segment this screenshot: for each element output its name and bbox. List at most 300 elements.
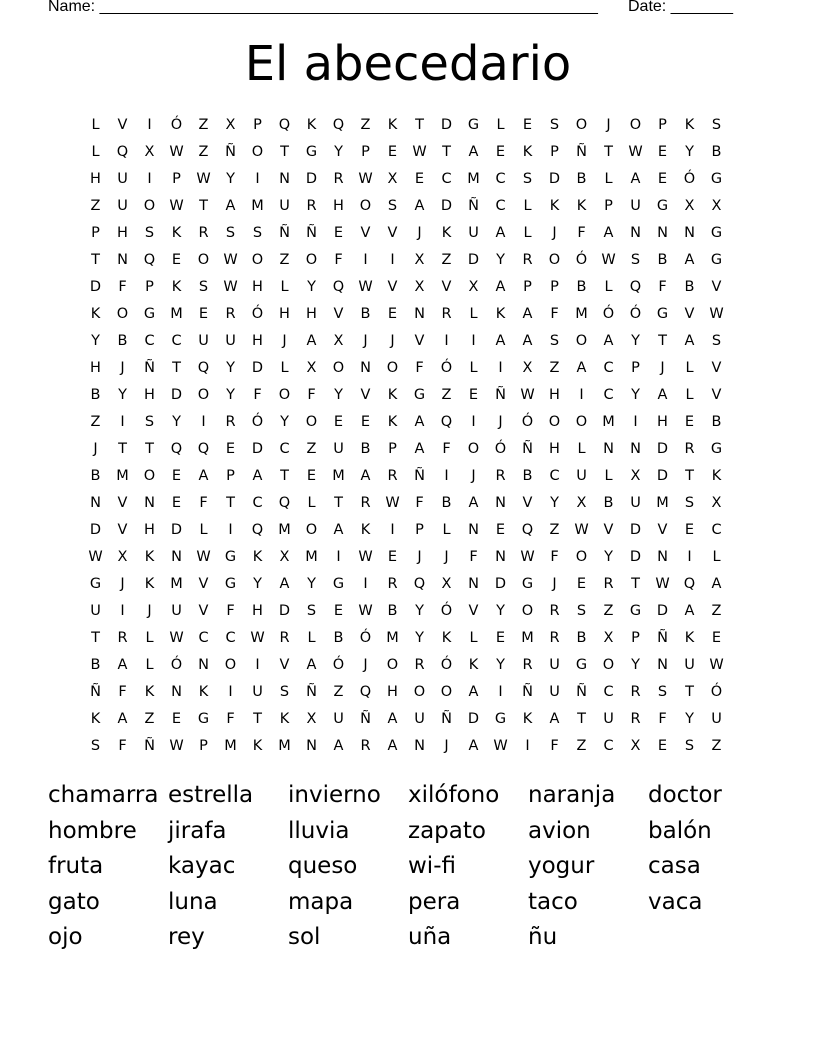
word-bank-item: pera (408, 888, 461, 915)
grid-letter: Q (278, 117, 291, 133)
grid-letter: S (657, 684, 668, 700)
grid-letter: I (444, 333, 449, 349)
grid-letter: T (334, 495, 343, 511)
grid-letter: W (358, 603, 373, 619)
grid-letter: R (387, 468, 398, 484)
grid-row (82, 706, 730, 733)
grid-letter: Y (226, 171, 235, 187)
grid-letter: T (415, 117, 424, 133)
grid-letter: V (117, 522, 128, 538)
grid-letter: Ó (332, 657, 345, 673)
grid-letter: R (522, 657, 533, 673)
grid-letter: A (333, 522, 344, 538)
grid-letter: O (251, 144, 264, 160)
grid-letter: S (684, 495, 695, 511)
grid-letter: B (522, 468, 533, 484)
grid-letter: E (333, 603, 344, 619)
grid-letter: D (548, 171, 561, 187)
grid-row (82, 544, 730, 571)
grid-letter: S (306, 603, 317, 619)
grid-letter: Z (279, 252, 290, 268)
grid-letter: O (143, 198, 156, 214)
grid-letter: L (604, 279, 613, 295)
grid-letter: E (495, 630, 506, 646)
word-bank-item: doctor (648, 782, 722, 808)
grid-letter: Ñ (144, 360, 155, 376)
grid-letter: K (441, 630, 452, 646)
grid-letter: U (117, 171, 128, 187)
grid-letter: J (120, 576, 125, 592)
grid-letter: X (387, 171, 398, 187)
grid-letter: X (414, 279, 425, 295)
grid-letter: D (278, 603, 291, 619)
word-bank-item: zapato (408, 817, 486, 844)
grid-letter: O (305, 252, 318, 268)
grid-letter: H (306, 306, 317, 322)
grid-letter: Y (307, 576, 316, 592)
grid-letter: K (279, 711, 290, 727)
grid-letter: I (471, 414, 476, 430)
grid-letter: Ñ (441, 711, 452, 727)
word-bank-item: gato (48, 888, 100, 915)
grid-letter: W (223, 252, 238, 268)
grid-letter: K (144, 549, 155, 565)
grid-letter: N (279, 171, 290, 187)
grid-letter: Ñ (468, 198, 479, 214)
grid-letter: J (417, 225, 422, 241)
grid-letter: P (658, 117, 667, 133)
grid-letter: X (441, 576, 452, 592)
grid-letter: U (468, 225, 479, 241)
grid-letter: Ñ (360, 711, 371, 727)
grid-letter: B (576, 279, 587, 295)
grid-letter: I (390, 252, 395, 268)
grid-letter: L (523, 198, 532, 214)
grid-letter: P (631, 630, 640, 646)
grid-letter: I (687, 549, 692, 565)
grid-letter: H (549, 441, 560, 457)
grid-letter: O (413, 684, 426, 700)
grid-letter: B (360, 306, 371, 322)
grid-letter: M (602, 414, 615, 430)
grid-letter: U (117, 198, 128, 214)
grid-letter: R (684, 441, 695, 457)
grid-letter: X (711, 495, 722, 511)
grid-letter: J (282, 333, 287, 349)
grid-letter: L (712, 549, 721, 565)
grid-letter: A (279, 576, 290, 592)
grid-letter: L (469, 360, 478, 376)
grid-row (82, 463, 730, 490)
grid-letter: Y (496, 252, 505, 268)
grid-letter: O (575, 549, 588, 565)
grid-letter: C (495, 198, 506, 214)
grid-letter: R (360, 738, 371, 754)
grid-letter: J (471, 468, 476, 484)
grid-letter: X (306, 360, 317, 376)
grid-letter: A (495, 333, 506, 349)
grid-letter: B (603, 495, 614, 511)
grid-letter: L (442, 522, 451, 538)
grid-letter: H (252, 279, 263, 295)
grid-letter: I (498, 360, 503, 376)
grid-letter: N (468, 522, 479, 538)
grid-letter: C (144, 333, 155, 349)
grid-letter: J (660, 360, 665, 376)
grid-letter: Y (415, 603, 424, 619)
grid-letter: J (417, 549, 422, 565)
word-bank-item: hombre (48, 817, 137, 844)
grid-letter: Ñ (279, 225, 290, 241)
grid-letter: R (441, 306, 452, 322)
grid-letter: U (225, 333, 236, 349)
grid-letter: B (117, 333, 128, 349)
grid-letter: X (279, 549, 290, 565)
grid-letter: Y (496, 657, 505, 673)
grid-letter: B (90, 468, 101, 484)
grid-letter: G (305, 144, 318, 160)
grid-letter: Ó (440, 657, 453, 673)
grid-letter: Q (116, 144, 129, 160)
grid-letter: H (387, 684, 398, 700)
grid-letter: U (684, 657, 695, 673)
grid-letter: M (656, 495, 669, 511)
grid-row (82, 598, 730, 625)
grid-letter: D (656, 603, 669, 619)
grid-letter: K (711, 468, 722, 484)
grid-letter: H (90, 171, 101, 187)
grid-letter: G (494, 711, 507, 727)
grid-letter: A (495, 225, 506, 241)
grid-letter: U (171, 603, 182, 619)
grid-letter: K (90, 711, 101, 727)
grid-letter: J (552, 576, 557, 592)
grid-letter: H (252, 333, 263, 349)
grid-letter: Ñ (306, 684, 317, 700)
grid-letter: X (468, 279, 479, 295)
grid-letter: R (549, 603, 560, 619)
grid-letter: V (333, 306, 344, 322)
grid-letter: N (171, 549, 182, 565)
grid-letter: T (145, 441, 154, 457)
grid-letter: Y (280, 414, 289, 430)
grid-letter: Ó (359, 630, 372, 646)
grid-letter: Z (603, 603, 614, 619)
grid-letter: P (199, 738, 208, 754)
grid-letter: B (576, 171, 587, 187)
grid-letter: H (144, 387, 155, 403)
grid-letter: Ó (575, 252, 588, 268)
grid-letter: K (306, 117, 317, 133)
grid-letter: U (198, 333, 209, 349)
grid-letter: B (711, 414, 722, 430)
grid-row (82, 247, 730, 274)
grid-letter: V (387, 225, 398, 241)
grid-letter: I (363, 252, 368, 268)
grid-letter: G (710, 252, 723, 268)
grid-letter: F (307, 387, 316, 403)
grid-letter: K (495, 306, 506, 322)
grid-letter: E (522, 117, 533, 133)
grid-letter: Q (251, 522, 264, 538)
grid-letter: W (628, 144, 643, 160)
grid-letter: O (548, 414, 561, 430)
grid-letter: M (305, 549, 318, 565)
grid-letter: S (144, 225, 155, 241)
grid-letter: Z (576, 738, 587, 754)
grid-letter: X (144, 144, 155, 160)
grid-letter: S (225, 225, 236, 241)
grid-letter: I (633, 414, 638, 430)
grid-letter: T (91, 630, 100, 646)
grid-letter: K (360, 522, 371, 538)
grid-letter: I (228, 684, 233, 700)
grid-letter: J (93, 441, 98, 457)
grid-letter: P (91, 225, 100, 241)
grid-letter: E (414, 171, 425, 187)
grid-row (82, 679, 730, 706)
grid-letter: G (89, 576, 102, 592)
grid-letter: Y (226, 360, 235, 376)
grid-letter: E (657, 144, 668, 160)
grid-letter: Ñ (225, 144, 236, 160)
grid-letter: O (224, 657, 237, 673)
grid-letter: R (387, 576, 398, 592)
grid-letter: I (147, 171, 152, 187)
grid-letter: N (414, 738, 425, 754)
grid-letter: D (89, 522, 102, 538)
grid-letter: C (252, 495, 263, 511)
grid-letter: W (412, 144, 427, 160)
grid-letter: I (498, 684, 503, 700)
grid-letter: O (602, 657, 615, 673)
grid-letter: X (225, 117, 236, 133)
grid-letter: V (711, 360, 722, 376)
grid-letter: I (525, 738, 530, 754)
grid-letter: D (251, 360, 264, 376)
grid-letter: T (658, 333, 667, 349)
word-bank-item: estrella (168, 782, 254, 808)
grid-letter: A (468, 495, 479, 511)
grid-letter: W (196, 549, 211, 565)
grid-letter: O (440, 684, 453, 700)
grid-letter: W (169, 630, 184, 646)
grid-letter: R (279, 630, 290, 646)
grid-letter: I (390, 522, 395, 538)
grid-letter: C (711, 522, 722, 538)
grid-letter: R (306, 198, 317, 214)
grid-letter: V (441, 279, 452, 295)
grid-letter: R (117, 630, 128, 646)
grid-letter: W (169, 198, 184, 214)
grid-letter: D (440, 117, 453, 133)
grid-row (82, 301, 730, 328)
word-bank-item: queso (288, 853, 358, 879)
grid-letter: I (255, 657, 260, 673)
grid-letter: Ñ (522, 441, 533, 457)
grid-letter: T (577, 711, 586, 727)
grid-letter: Z (90, 414, 101, 430)
grid-letter: W (358, 279, 373, 295)
grid-letter: N (90, 495, 101, 511)
grid-letter: E (171, 252, 182, 268)
grid-letter: Ñ (90, 684, 101, 700)
grid-letter: D (251, 441, 264, 457)
grid-row (82, 571, 730, 598)
grid-row (82, 625, 730, 652)
grid-letter: O (197, 387, 210, 403)
grid-letter: H (144, 522, 155, 538)
grid-letter: F (658, 711, 667, 727)
page-title: El abecedario (244, 36, 572, 92)
grid-letter: F (118, 279, 127, 295)
grid-letter: C (198, 630, 209, 646)
grid-letter: G (143, 306, 156, 322)
grid-letter: B (387, 603, 398, 619)
grid-letter: W (196, 171, 211, 187)
grid-letter: A (117, 711, 128, 727)
grid-letter: I (336, 549, 341, 565)
grid-letter: Z (333, 684, 344, 700)
grid-letter: O (305, 414, 318, 430)
word-bank-item: ojo (48, 924, 83, 950)
grid-letter: X (522, 360, 533, 376)
grid-letter: B (711, 144, 722, 160)
grid-letter: E (225, 441, 236, 457)
grid-letter: Z (198, 117, 209, 133)
grid-row (82, 166, 730, 193)
grid-letter: Ó (683, 171, 696, 187)
grid-letter: U (576, 468, 587, 484)
grid-letter: A (387, 711, 398, 727)
grid-letter: M (170, 576, 183, 592)
grid-letter: W (385, 495, 400, 511)
grid-letter: N (495, 549, 506, 565)
grid-letter: N (630, 225, 641, 241)
grid-letter: Ó (251, 414, 264, 430)
grid-letter: D (170, 522, 183, 538)
grid-letter: L (523, 225, 532, 241)
grid-letter: V (279, 657, 290, 673)
grid-letter: S (252, 225, 263, 241)
grid-letter: C (549, 468, 560, 484)
grid-letter: N (117, 252, 128, 268)
grid-letter: W (169, 144, 184, 160)
grid-letter: A (414, 441, 425, 457)
grid-letter: B (576, 630, 587, 646)
grid-letter: T (280, 468, 289, 484)
grid-letter: Q (197, 360, 210, 376)
word-bank-item: jirafa (168, 817, 227, 844)
grid-letter: A (414, 198, 425, 214)
grid-row (82, 355, 730, 382)
grid-letter: K (522, 144, 533, 160)
grid-letter: E (171, 711, 182, 727)
grid-letter: E (306, 468, 317, 484)
grid-letter: P (145, 279, 154, 295)
grid-letter: I (363, 576, 368, 592)
grid-letter: L (91, 144, 100, 160)
grid-letter: E (684, 522, 695, 538)
grid-letter: B (360, 441, 371, 457)
grid-letter: Z (549, 360, 560, 376)
grid-letter: R (333, 171, 344, 187)
grid-letter: G (521, 576, 534, 592)
grid-letter: U (333, 711, 344, 727)
grid-letter: S (387, 198, 398, 214)
grid-letter: L (469, 306, 478, 322)
grid-letter: V (387, 279, 398, 295)
word-bank-item: avion (528, 817, 591, 844)
grid-letter: U (711, 711, 722, 727)
grid-letter: Z (306, 441, 317, 457)
grid-letter: O (629, 117, 642, 133)
grid-letter: F (658, 279, 667, 295)
grid-row (82, 382, 730, 409)
grid-letter: C (441, 171, 452, 187)
word-bank-item: casa (648, 853, 701, 879)
grid-letter: U (630, 495, 641, 511)
grid-letter: W (223, 279, 238, 295)
grid-letter: Y (415, 630, 424, 646)
grid-letter: G (656, 198, 669, 214)
grid-letter: N (657, 549, 668, 565)
grid-letter: Q (440, 414, 453, 430)
grid-letter: W (709, 306, 724, 322)
grid-letter: Y (631, 387, 640, 403)
grid-letter: J (444, 549, 449, 565)
name-field-label: Name: ________________________________________________________ (48, 0, 598, 15)
grid-letter: A (198, 468, 209, 484)
grid-letter: K (549, 198, 560, 214)
grid-letter: V (657, 522, 668, 538)
grid-letter: I (147, 117, 152, 133)
grid-letter: S (144, 414, 155, 430)
grid-row (82, 490, 730, 517)
grid-letter: X (306, 711, 317, 727)
grid-letter: F (577, 225, 586, 241)
grid-letter: D (170, 387, 183, 403)
grid-letter: N (306, 738, 317, 754)
word-bank-item: chamarra (48, 782, 159, 808)
grid-letter: G (710, 171, 723, 187)
grid-letter: E (171, 495, 182, 511)
grid-letter: Ñ (495, 387, 506, 403)
grid-letter: O (467, 441, 480, 457)
grid-letter: Y (604, 549, 613, 565)
grid-letter: A (549, 711, 560, 727)
grid-row (82, 328, 730, 355)
grid-letter: E (495, 144, 506, 160)
grid-letter: Ó (440, 360, 453, 376)
grid-letter: T (604, 144, 613, 160)
grid-letter: P (415, 522, 424, 538)
grid-letter: A (495, 279, 506, 295)
grid-letter: K (90, 306, 101, 322)
grid-letter: E (657, 171, 668, 187)
grid-letter: B (90, 657, 101, 673)
grid-letter: P (523, 279, 532, 295)
grid-row (82, 733, 730, 760)
grid-letter: Z (711, 603, 722, 619)
grid-letter: P (226, 468, 235, 484)
grid-letter: I (471, 333, 476, 349)
grid-letter: L (604, 468, 613, 484)
grid-letter: Ñ (414, 468, 425, 484)
grid-letter: W (655, 576, 670, 592)
grid-letter: E (171, 468, 182, 484)
grid-letter: D (440, 198, 453, 214)
